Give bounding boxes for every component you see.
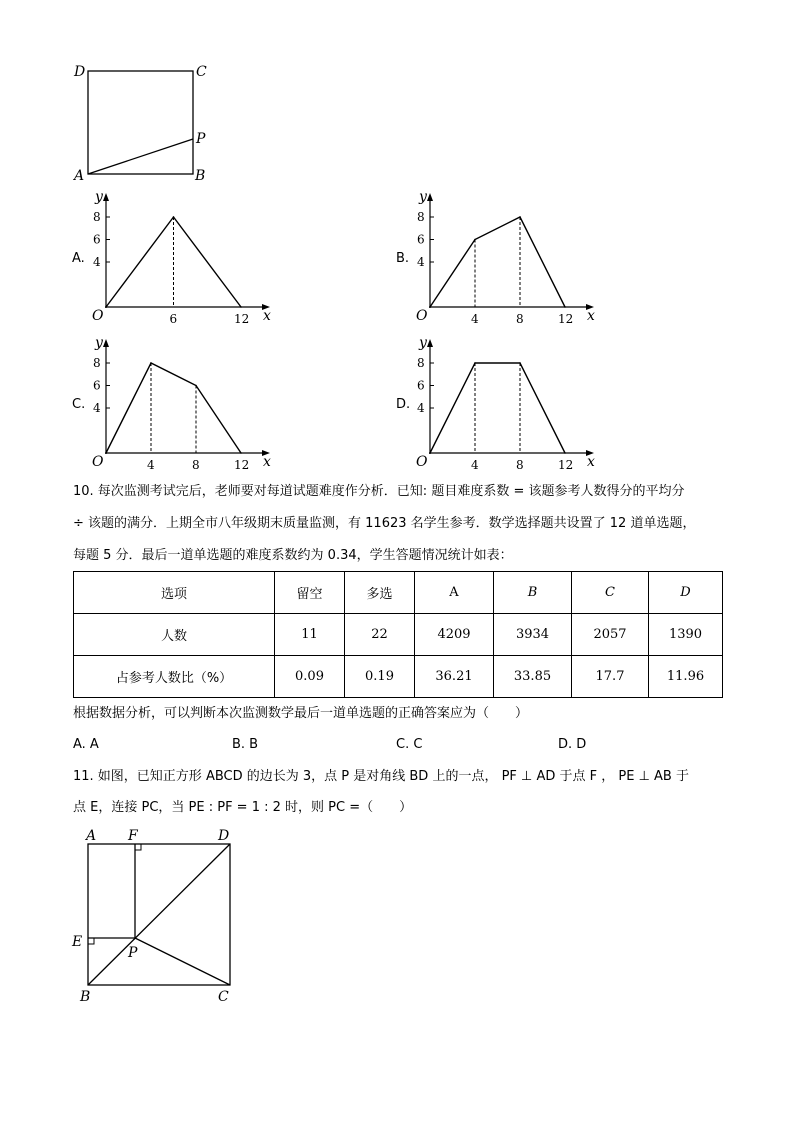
label-D: D (218, 828, 230, 844)
y-tick-label: 8 (93, 210, 101, 224)
x-tick-label: 12 (234, 312, 250, 326)
option-letter: B. (396, 251, 410, 266)
label-F: F (128, 828, 138, 844)
data-point (564, 452, 566, 454)
y-tick-label: 8 (417, 356, 425, 370)
table-cell: 2057 (572, 614, 649, 656)
table-cell: 0.09 (275, 656, 345, 698)
y-arrow (427, 339, 433, 347)
table-cell: 留空 (275, 572, 345, 614)
table-row (74, 572, 723, 614)
table-cell: C (572, 572, 649, 614)
q11-line1: 11. 如图，已知正方形 ABCD 的边长为 3，点 P 是对角线 BD 上的一点， PF ⊥ AD 于点 F ， PE ⊥ AB 于 (73, 769, 689, 784)
x-tick-label: 8 (516, 312, 524, 326)
data-point (474, 239, 476, 241)
table-cell: B (494, 572, 572, 614)
table-cell: 36.21 (415, 656, 494, 698)
table-cell: 人数 (74, 614, 275, 656)
y-tick-label: 6 (417, 232, 425, 247)
data-point (519, 362, 521, 364)
table-cell: 选项 (74, 572, 275, 614)
label-P: P (196, 131, 206, 147)
table-cell: 17.7 (572, 656, 649, 698)
series-line (430, 363, 565, 453)
x-tick-label: 4 (147, 458, 155, 472)
data-point (240, 306, 242, 308)
data-point (195, 385, 197, 387)
option-letter: D. (396, 397, 411, 412)
y-tick-label: 6 (93, 232, 101, 247)
x-axis-label: x (263, 308, 271, 324)
y-tick-label: 4 (93, 255, 101, 269)
label-D: D (74, 64, 86, 80)
data-point (240, 452, 242, 454)
option-letter: A. (72, 251, 85, 266)
origin-label: O (92, 308, 104, 324)
choice-b[interactable]: B. B (232, 737, 259, 752)
table-cell: 1390 (649, 614, 723, 656)
label-B: B (195, 168, 206, 184)
data-point (150, 362, 152, 364)
q10-after: 根据数据分析，可以判断本次监测数学最后一道单选题的正确答案应为（ ） (73, 706, 529, 721)
origin-label: O (92, 454, 104, 470)
data-point (173, 216, 175, 218)
series-line (430, 217, 565, 307)
table-cell: 4209 (415, 614, 494, 656)
x-tick-label: 4 (471, 312, 479, 326)
data-point (429, 452, 431, 454)
table-cell: 多选 (345, 572, 415, 614)
y-arrow (103, 339, 109, 347)
x-axis-label: x (587, 308, 595, 324)
x-axis-label: x (587, 454, 595, 470)
y-axis-label: y (95, 189, 103, 205)
y-arrow (103, 193, 109, 201)
choice-d[interactable]: D. D (558, 737, 587, 752)
label-C: C (218, 989, 229, 1005)
label-C: C (196, 64, 207, 80)
data-point (429, 306, 431, 308)
table-row (74, 656, 723, 698)
y-arrow (427, 193, 433, 201)
q11-line2: 点 E，连接 PC，当 PE : PF = 1 : 2 时，则 PC =（ ） (73, 800, 413, 815)
table-cell: 33.85 (494, 656, 572, 698)
y-tick-label: 6 (417, 378, 425, 393)
x-tick-label: 12 (558, 312, 574, 326)
table-row (74, 614, 723, 656)
q11-figure (65, 822, 245, 1008)
y-tick-label: 4 (417, 401, 425, 415)
table-cell: 3934 (494, 614, 572, 656)
x-tick-label: 6 (169, 312, 178, 326)
origin-label: O (416, 454, 428, 470)
table-cell: 占参考人数比（%） (74, 656, 275, 698)
table-cell: 0.19 (345, 656, 415, 698)
y-tick-label: 4 (93, 401, 101, 415)
option-letter: C. (72, 397, 86, 412)
x-tick-label: 8 (192, 458, 200, 472)
y-tick-label: 8 (417, 210, 425, 224)
data-point (474, 362, 476, 364)
data-point (564, 306, 566, 308)
graphs-svg (0, 0, 794, 480)
x-tick-label: 12 (558, 458, 574, 472)
table-cell: 11 (275, 614, 345, 656)
y-tick-label: 6 (93, 378, 101, 393)
x-tick-label: 4 (471, 458, 479, 472)
y-axis-label: y (419, 335, 427, 351)
q10-line2: ÷ 该题的满分．上期全市八年级期末质量监测，有 11623 名学生参考．数学选择题共设置了 12 道单选题， (73, 516, 696, 531)
x-tick-label: 12 (234, 458, 250, 472)
x-axis-label: x (263, 454, 271, 470)
y-tick-label: 8 (93, 356, 101, 370)
label-B: B (80, 989, 91, 1005)
origin-label: O (416, 308, 428, 324)
label-P: P (128, 945, 138, 961)
table-cell: A (415, 572, 494, 614)
label-A: A (86, 828, 97, 844)
x-tick-label: 8 (516, 458, 524, 472)
y-tick-label: 4 (417, 255, 425, 269)
data-point (519, 216, 521, 218)
y-axis-label: y (419, 189, 427, 205)
data-point (105, 306, 107, 308)
q10-line3: 每题 5 分．最后一道单选题的难度系数约为 0.34，学生答题情况统计如表： (73, 548, 513, 563)
choice-a[interactable]: A. A (73, 737, 99, 752)
data-point (105, 452, 107, 454)
y-axis-label: y (95, 335, 103, 351)
table-cell: 11.96 (649, 656, 723, 698)
label-A: A (74, 168, 85, 184)
choice-c[interactable]: C. C (396, 737, 423, 752)
series-line (106, 363, 241, 453)
table-cell: D (649, 572, 723, 614)
stats-table (73, 571, 723, 698)
label-E: E (72, 934, 83, 950)
q10-line1: 10. 每次监测考试完后，老师要对每道试题难度作分析．已知: 题目难度系数 = 该题参考人数得分的平均分 (73, 484, 685, 499)
table-cell: 22 (345, 614, 415, 656)
